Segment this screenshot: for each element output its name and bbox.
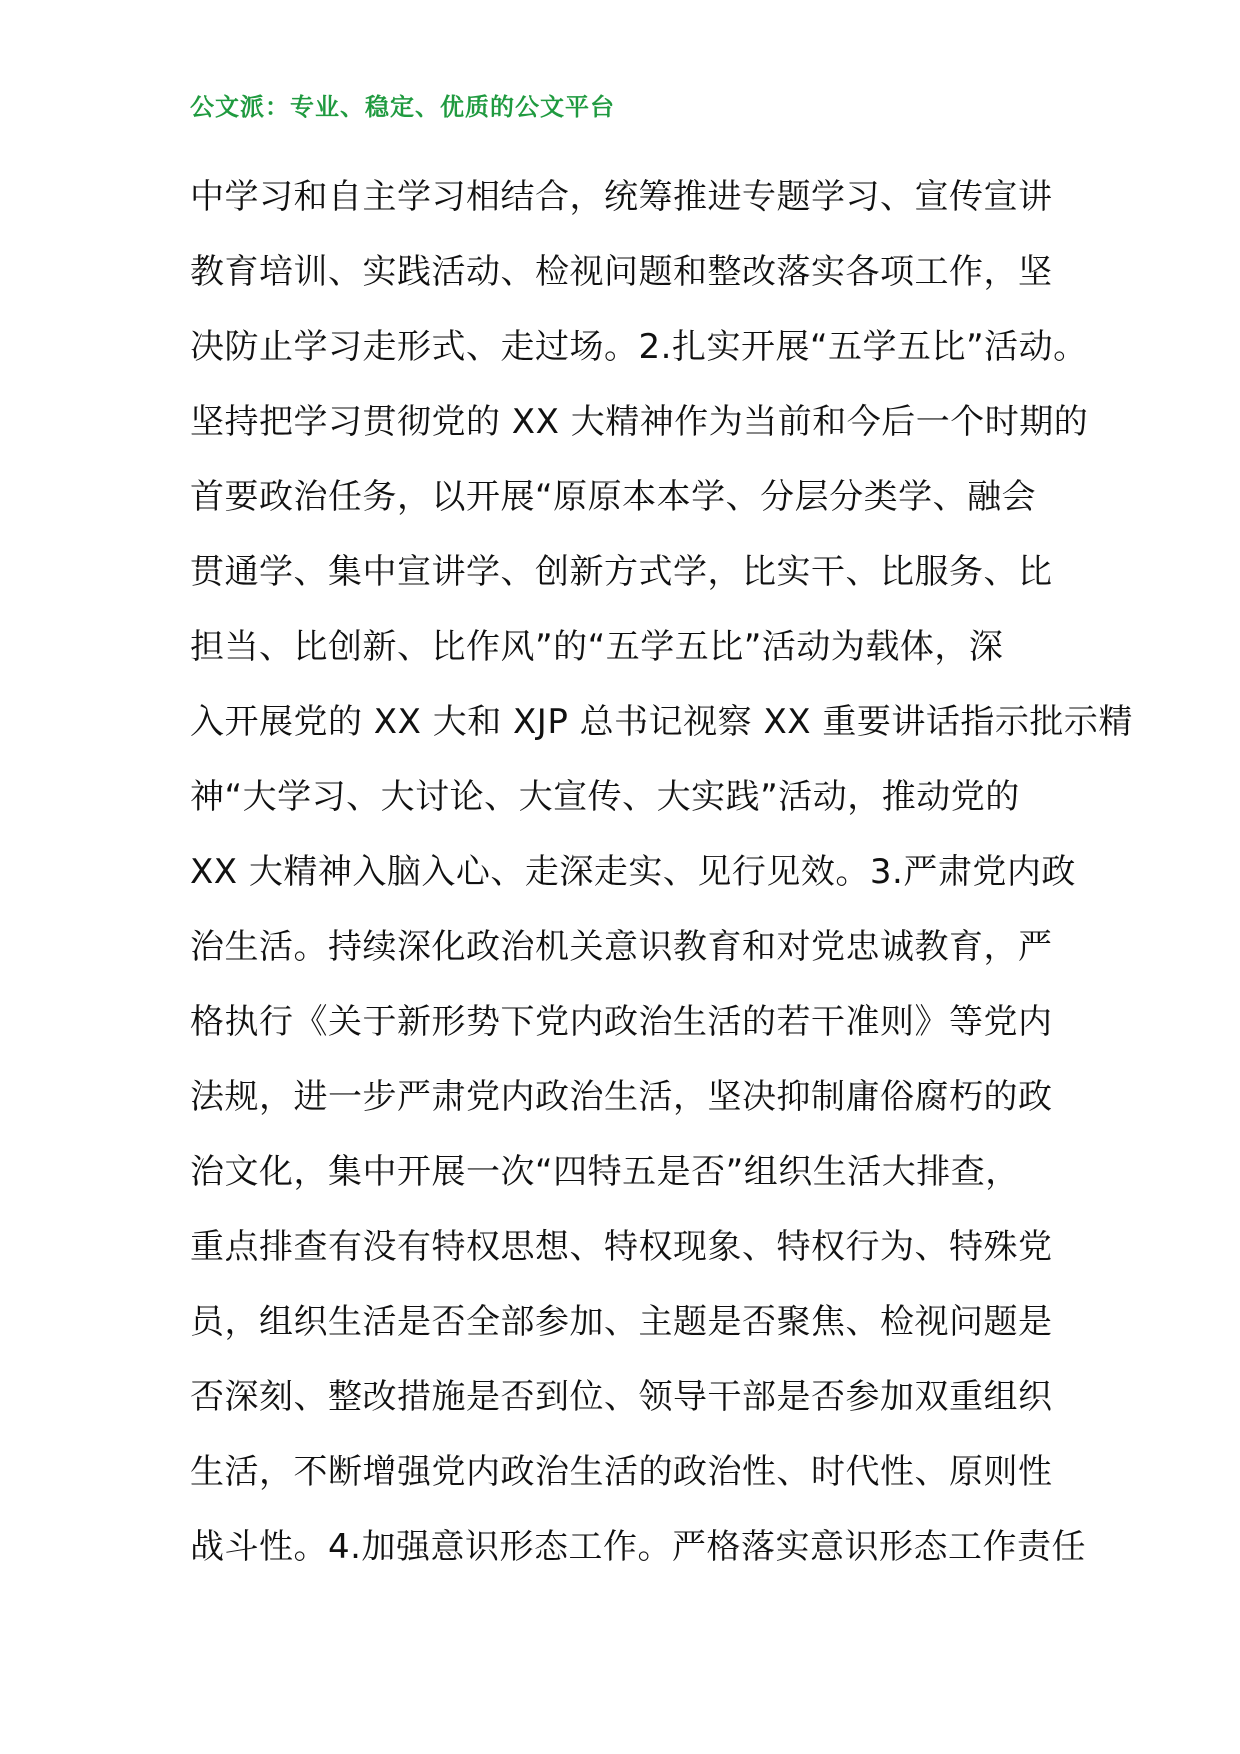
body-line: 法规，进一步严肃党内政治生活，坚决抑制庸俗腐朽的政 xyxy=(190,1077,1053,1117)
document-body xyxy=(190,166,1133,1591)
body-line: 入开展党的 XX 大和 XJP 总书记视察 XX 重要讲话指示批示精 xyxy=(190,702,1133,742)
body-line: 教育培训、实践活动、检视问题和整改落实各项工作，坚 xyxy=(190,252,1053,292)
body-line: 神“大学习、大讨论、大宣传、大实践”活动，推动党的 xyxy=(190,777,1020,817)
body-line: 首要政治任务，以开展“原原本本学、分层分类学、融会 xyxy=(190,477,1037,517)
body-line: 治文化，集中开展一次“四特五是否”组织生活大排查， xyxy=(190,1152,1020,1192)
body-line: 贯通学、集中宣讲学、创新方式学，比实干、比服务、比 xyxy=(190,552,1053,592)
body-line: 生活，不断增强党内政治生活的政治性、时代性、原则性 xyxy=(190,1452,1053,1492)
body-line: 否深刻、整改措施是否到位、领导干部是否参加双重组织 xyxy=(190,1377,1053,1417)
body-line: 战斗性。4.加强意识形态工作。严格落实意识形态工作责任 xyxy=(190,1527,1086,1567)
body-line: 中学习和自主学习相结合，统筹推进专题学习、宣传宣讲 xyxy=(190,177,1053,217)
body-line: 员，组织生活是否全部参加、主题是否聚焦、检视问题是 xyxy=(190,1302,1053,1342)
page-header: 公文派：专业、稳定、优质的公文平台 xyxy=(190,92,615,121)
body-line: 重点排查有没有特权思想、特权现象、特权行为、特殊党 xyxy=(190,1227,1053,1267)
body-line: 坚持把学习贯彻党的 XX 大精神作为当前和今后一个时期的 xyxy=(190,402,1089,442)
body-line: 治生活。持续深化政治机关意识教育和对党忠诚教育，严 xyxy=(190,927,1053,967)
body-line: 决防止学习走形式、走过场。2.扎实开展“五学五比”活动。 xyxy=(190,327,1088,367)
body-line: XX 大精神入脑入心、走深走实、见行见效。3.严肃党内政 xyxy=(190,852,1076,892)
body-line: 担当、比创新、比作风”的“五学五比”活动为载体，深 xyxy=(190,627,1004,667)
body-line: 格执行《关于新形势下党内政治生活的若干准则》等党内 xyxy=(190,1002,1053,1042)
